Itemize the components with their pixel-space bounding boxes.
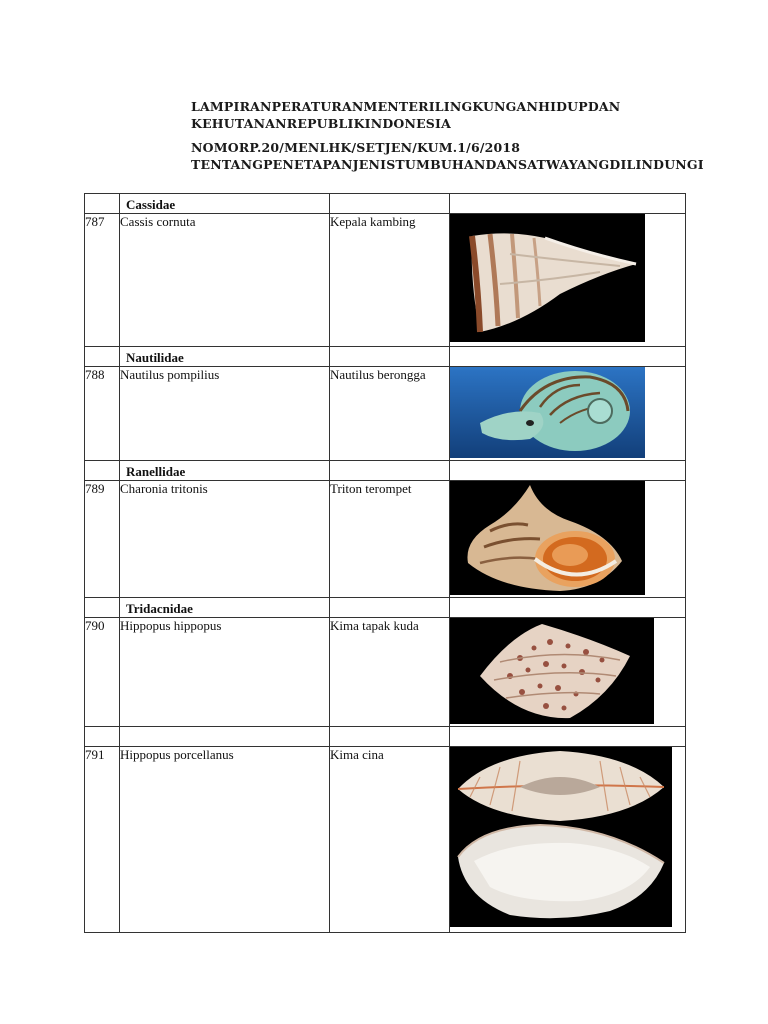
protected-species-table [84,193,686,933]
china-clam-icon [450,747,672,927]
horned-helmet-shell-icon [450,214,645,342]
scientific-name: Hippopus porcellanus [120,747,330,933]
local-name: Triton terompet [330,481,450,598]
header-regulation-number: NOMORP.20/MENLHK/SETJEN/KUM.1/6/2018 [191,140,521,155]
family-name: Ranellidae [120,461,330,481]
scientific-name: Cassis cornuta [120,214,330,347]
table-row [85,214,686,347]
species-number: 791 [85,747,120,933]
family-row-ranellidae [85,461,686,481]
family-row-cassidae [85,194,686,214]
family-name: Cassidae [120,194,330,214]
local-name: Kima cina [330,747,450,933]
horse-hoof-clam-icon [450,618,654,724]
table-row [85,618,686,727]
scientific-name: Nautilus pompilius [120,367,330,461]
family-name: Nautilidae [120,347,330,367]
family-name: Tridacnidae [120,598,330,618]
table-row [85,747,686,933]
header-title-line-2: KEHUTANANREPUBLIKINDONESIA [191,116,451,131]
scientific-name: Hippopus hippopus [120,618,330,727]
header-regulation-subject: TENTANGPENETAPANJENISTUMBUHANDANSATWAYANGDILINDUNGI [191,157,704,172]
local-name: Kepala kambing [330,214,450,347]
species-number: 789 [85,481,120,598]
local-name: Nautilus berongga [330,367,450,461]
table-row [85,481,686,598]
family-row-tridacnidae [85,598,686,618]
local-name: Kima tapak kuda [330,618,450,727]
family-row-nautilidae [85,347,686,367]
species-number: 790 [85,618,120,727]
scientific-name: Charonia tritonis [120,481,330,598]
document-header [191,98,751,173]
chambered-nautilus-icon [450,367,645,458]
header-title-line-1: LAMPIRANPERATURANMENTERILINGKUNGANHIDUPDAN [191,99,621,114]
triton-trumpet-shell-icon [450,481,645,595]
species-number: 787 [85,214,120,347]
family-row-empty [85,727,686,747]
table-row [85,367,686,461]
species-number: 788 [85,367,120,461]
